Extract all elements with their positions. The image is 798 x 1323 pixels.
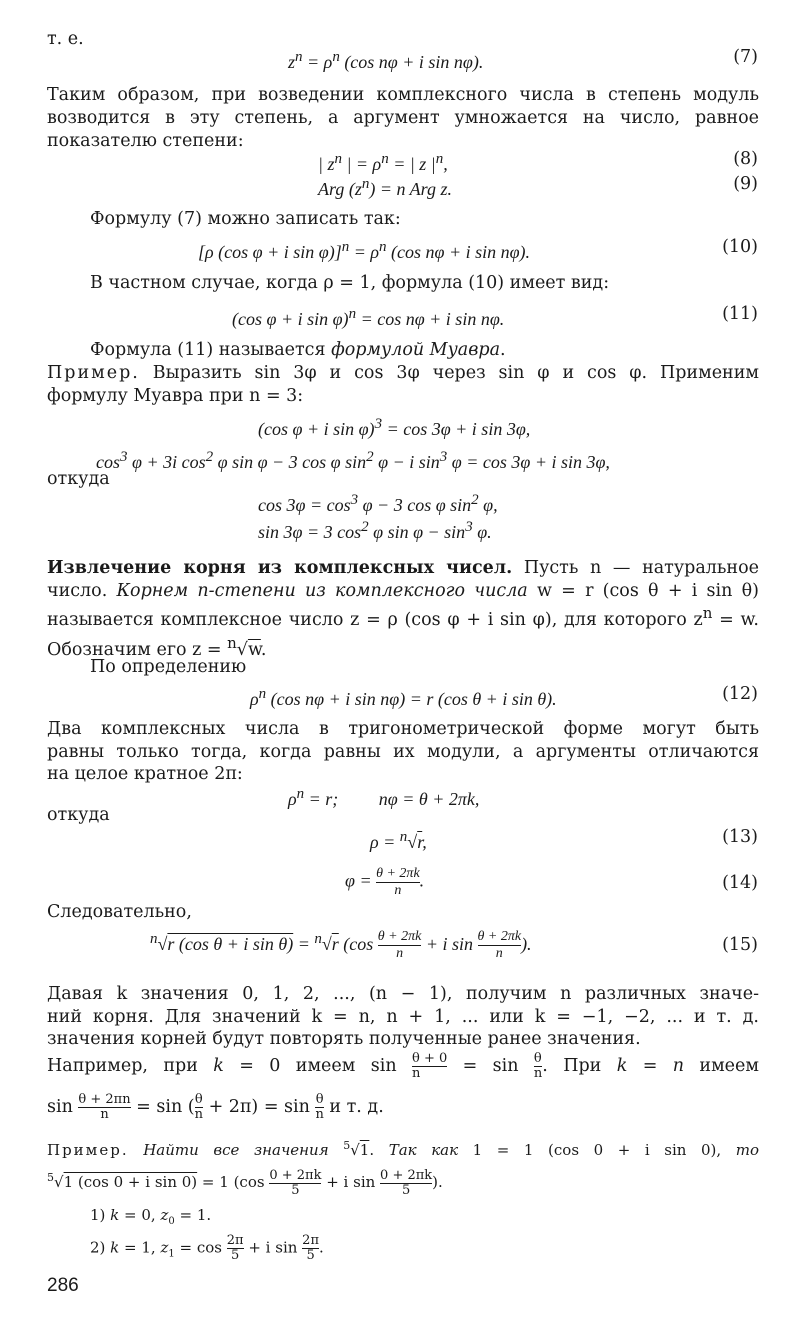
eq-number-15: (15) (722, 935, 758, 955)
equation: $\rho^n = r$; nφ = θ + 2πk, (288, 786, 480, 809)
formula-13: ρ = $^n$√r, (370, 829, 427, 852)
paragraph-line: ний корня. Для значений k = n, n + 1, ... или k = −1, −2, ... и т. д. (47, 1007, 759, 1027)
equation: $\cos^3 \varphi + 3i$ $\cos^2 \varphi$ sin φ − 3 cos φ $\sin^2 \varphi - i$ $\sin^3 \varphi = \cos 3\varphi + i$ sin 3φ, (96, 449, 610, 472)
text-otkuda: откуда (47, 469, 110, 489)
paragraph-line: равны только тогда, когда равны их модули, а аргументы отличаются (47, 742, 759, 762)
paragraph-line: Например, при k = 0 имеем sin $\frac{\theta + 0}{n}$ = sin $\frac{\theta}{n}$ . При k = n имеем (47, 1051, 760, 1081)
paragraph-line: показателю степени: (47, 131, 244, 151)
paragraph-line: Два комплексных числа в тригонометрической форме могут быть (47, 719, 759, 739)
eq-number-14: (14) (722, 873, 758, 893)
solution-line: 1) k = 0, $z_0 = 1$. (90, 1206, 212, 1227)
formula-15: $^n$√r (cos θ + i sin θ) = $^n$√r (cos $\frac{\theta + 2\pi k}{n}$ + i sin $\frac{\theta + 2\pi k}{n}$ ). (150, 929, 532, 962)
formula-14: φ = $\frac{\theta + 2\pi k}{n}$ . (345, 866, 425, 898)
formula-12: $\rho^n$ (cos nφ + i sin nφ) = r (cos θ + i sin θ). (250, 686, 557, 709)
paragraph-line: Давая k значения 0, 1, 2, ..., (n − 1), получим n различных значе- (47, 984, 759, 1004)
eq-number-7: (7) (733, 47, 758, 67)
eq-number-11: (11) (722, 304, 758, 324)
formula-9: Arg $(z^n) = n$ Arg z. (318, 176, 452, 199)
paragraph-line: Таким образом, при возведении комплексного числа в степень модуль (47, 85, 759, 105)
equation: $\cos 3\varphi = \cos^3 \varphi - 3$ cos φ $\sin^2 \varphi$, (258, 492, 498, 515)
moivre-line: Формула (11) называется формулой Муавра. (90, 340, 506, 360)
eq-number-10: (10) (722, 237, 758, 257)
formula-8: | $z^n$ | = $\rho^n$ = | z $|^n$, (318, 151, 448, 174)
paragraph-line: формулу Муавра при n = 3: (47, 386, 304, 406)
formula-10: [ρ (cos φ + i $\sin \varphi)]^n = \rho^n$ (cos nφ + i sin nφ). (198, 239, 531, 262)
equation: (cos φ + i sin φ)$^3$ = cos 3φ + i sin 3φ, (258, 416, 531, 439)
paragraph-line: Формулу (7) можно записать так: (90, 209, 401, 229)
paragraph-line: Следовательно, (47, 902, 192, 922)
formula-7: $z^n = \rho^n$ (cos nφ + i sin nφ). (288, 49, 484, 72)
paragraph-line: Пример. Выразить sin 3φ и cos 3φ через sin φ и cos φ. Применим (47, 363, 759, 383)
paragraph-line: Обозначим его z = $^n$√w. (47, 634, 267, 660)
eq-number-9: (9) (733, 174, 758, 194)
paragraph-line: sin $\frac{\theta + 2\pi n}{n}$ = sin ( $\frac{\theta}{n}$ + 2π) = sin $\frac{\theta}{n}$ и т. д. (47, 1092, 384, 1122)
paragraph-line: возводится в эту степень, а аргумент умножается на число, равное (47, 108, 759, 128)
paragraph-line: Пример. Найти все значения $^5$√1. Так как 1 = 1 (cos 0 + i sin 0), то (47, 1139, 760, 1159)
formula-11: (cos φ + i sin φ)$^n$ = cos nφ + i sin nφ. (232, 306, 505, 329)
page-number: 286 (47, 1275, 79, 1296)
text-otkuda: откуда (47, 805, 110, 825)
equation: sin 3φ = 3 $\cos^2 \varphi$ $\sin \varphi - \sin^3 \varphi$. (258, 519, 492, 542)
eq-number-12: (12) (722, 684, 758, 704)
paragraph-line: на целое кратное 2π: (47, 764, 243, 784)
solution-line: 2) k = 1, $z_1 = \cos$ $\frac{2\pi}{5}$ + i sin $\frac{2\pi}{5}$ . (90, 1233, 324, 1263)
paragraph-line: значения корней будут повторять полученные ранее значения. (47, 1029, 641, 1049)
paragraph-line: $^5$√1 (cos 0 + i sin 0) = 1 (cos $\frac{0 + 2\pi k}{5}$ + i sin $\frac{0 + 2\pi k}{5}$ ). (47, 1167, 443, 1198)
paragraph-line: называется комплексное число z = ρ (cos φ + i sin φ), для которого $z^n = w$. (47, 604, 759, 630)
text-te: т. е. (47, 29, 84, 49)
eq-number-8: (8) (733, 149, 758, 169)
eq-number-13: (13) (722, 827, 758, 847)
paragraph-line: число. Корнем n-степени из комплексного числа w = r (cos θ + i sin θ) (47, 581, 759, 601)
paragraph-line: Извлечение корня из комплексных чисел. Пусть n — натуральное (47, 558, 759, 578)
paragraph-line: В частном случае, когда ρ = 1, формула (10) имеет вид: (90, 273, 610, 293)
paragraph-line: По определению (90, 657, 247, 677)
